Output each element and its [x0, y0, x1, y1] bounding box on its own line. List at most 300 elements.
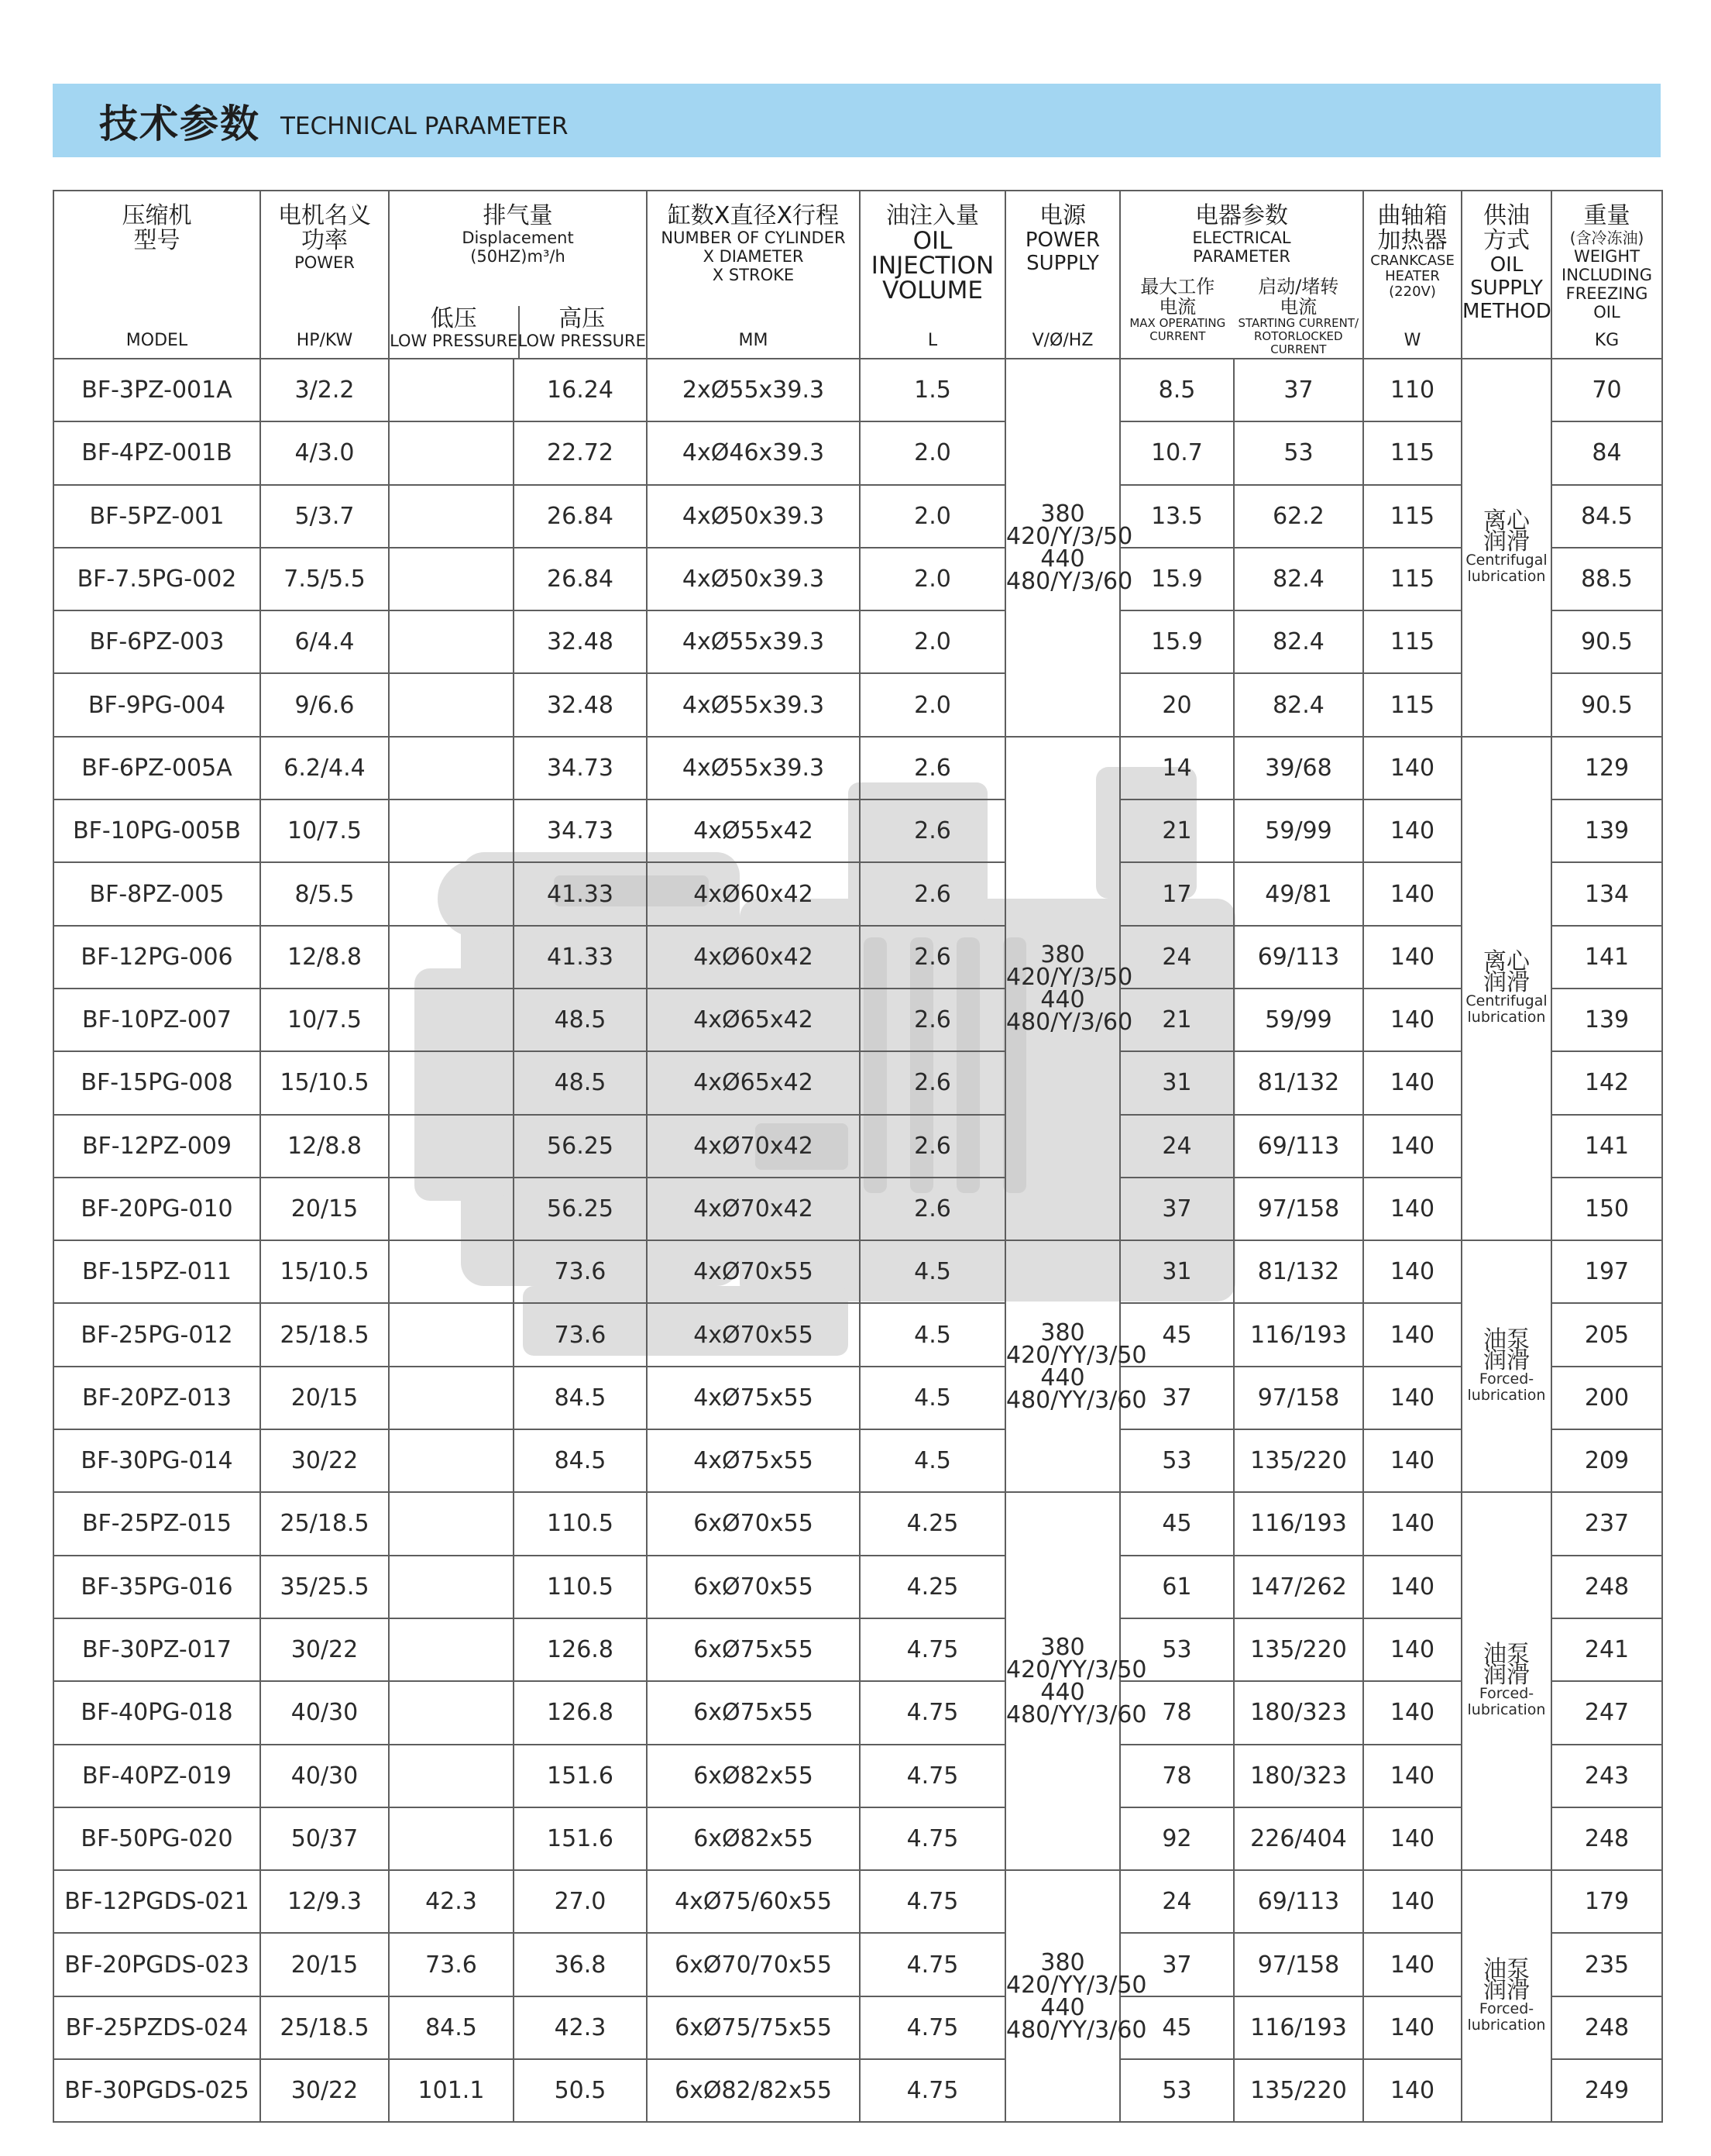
- cell-model: BF-6PZ-005A: [53, 737, 260, 799]
- cell-heater: 140: [1363, 2059, 1462, 2122]
- table-row: [53, 2059, 1662, 2122]
- cell-starting-current: 97/158: [1234, 1933, 1363, 1996]
- cell-low-pressure: [389, 1178, 514, 1240]
- cell-model: BF-9PG-004: [53, 673, 260, 736]
- cell-low-pressure: [389, 1492, 514, 1555]
- cell-heater: 140: [1363, 737, 1462, 799]
- cell-cylinder: 4xØ46x39.3: [647, 421, 860, 484]
- cell-cylinder: 6xØ75x55: [647, 1681, 860, 1744]
- power-supply-line: 480/YY/3/60: [1006, 2016, 1147, 2044]
- cell-high-pressure: 41.33: [514, 862, 647, 925]
- cell-low-pressure: [389, 862, 514, 925]
- cell-cylinder: 4xØ55x39.3: [647, 673, 860, 736]
- cell-heater: 110: [1363, 359, 1462, 421]
- oil-supply-text: 润滑: [1483, 1662, 1530, 1690]
- cell-weight: 134: [1551, 862, 1662, 925]
- table-row: [53, 799, 1662, 862]
- cell-power: 20/15: [260, 1367, 389, 1429]
- cell-cylinder: 6xØ70/70x55: [647, 1933, 860, 1996]
- cell-oil-volume: 2.6: [860, 989, 1005, 1051]
- table-row: [53, 421, 1662, 484]
- cell-starting-current: 49/81: [1234, 862, 1363, 925]
- table-row: [53, 1115, 1662, 1178]
- header-power: 电机名义 功率 POWER HP/KW: [260, 191, 389, 359]
- cell-max-current: 15.9: [1120, 548, 1234, 610]
- table-row: [53, 862, 1662, 925]
- cell-oil-volume: 4.75: [860, 1618, 1005, 1681]
- cell-starting-current: 81/132: [1234, 1051, 1363, 1114]
- cell-high-pressure: 42.3: [514, 1996, 647, 2059]
- cell-power: 15/10.5: [260, 1051, 389, 1114]
- cell-model: BF-30PGDS-025: [53, 2059, 260, 2122]
- oil-supply-text: Centrifugal: [1465, 551, 1548, 569]
- cell-model: BF-25PZ-015: [53, 1492, 260, 1555]
- cell-cylinder: 4xØ70x42: [647, 1178, 860, 1240]
- cell-oil-supply: [1462, 359, 1551, 737]
- header-displacement: 排气量 Displacement (50HZ)m³/h 低压 LOW PRESSURE 高压 LOW PRESSURE: [389, 191, 647, 359]
- cell-starting-current: 62.2: [1234, 485, 1363, 548]
- oil-supply-text: 油泵: [1483, 1641, 1530, 1669]
- table-body: [53, 359, 1662, 2122]
- cell-max-current: 24: [1120, 1115, 1234, 1178]
- cell-starting-current: 116/193: [1234, 1492, 1363, 1555]
- cell-power: 7.5/5.5: [260, 548, 389, 610]
- cell-heater: 140: [1363, 1429, 1462, 1492]
- cell-oil-volume: 4.5: [860, 1303, 1005, 1366]
- table-row: [53, 1681, 1662, 1744]
- cell-oil-volume: 4.75: [860, 1870, 1005, 1933]
- cell-starting-current: 147/262: [1234, 1556, 1363, 1618]
- header-power-supply: 电源 POWER SUPPLY V/Ø/HZ: [1005, 191, 1120, 359]
- cell-weight: 197: [1551, 1240, 1662, 1303]
- power-supply-line: 420/YY/3/50: [1006, 1341, 1147, 1369]
- cell-oil-volume: 4.75: [860, 1745, 1005, 1807]
- cell-cylinder: 6xØ82/82x55: [647, 2059, 860, 2122]
- table-row: [53, 1051, 1662, 1114]
- cell-oil-volume: 2.0: [860, 673, 1005, 736]
- cell-weight: 142: [1551, 1051, 1662, 1114]
- cell-low-pressure: [389, 1556, 514, 1618]
- cell-high-pressure: 26.84: [514, 548, 647, 610]
- cell-power: 10/7.5: [260, 799, 389, 862]
- cell-power: 35/25.5: [260, 1556, 389, 1618]
- power-supply-line: 380: [1040, 940, 1085, 968]
- cell-cylinder: 2xØ55x39.3: [647, 359, 860, 421]
- cell-oil-supply: [1462, 1492, 1551, 1870]
- cell-max-current: 78: [1120, 1745, 1234, 1807]
- cell-heater: 140: [1363, 799, 1462, 862]
- cell-high-pressure: 84.5: [514, 1429, 647, 1492]
- cell-low-pressure: [389, 1745, 514, 1807]
- cell-weight: 237: [1551, 1492, 1662, 1555]
- cell-cylinder: 4xØ60x42: [647, 862, 860, 925]
- cell-weight: 150: [1551, 1178, 1662, 1240]
- header-row: [53, 191, 1662, 359]
- cell-power: 15/10.5: [260, 1240, 389, 1303]
- cell-high-pressure: 16.24: [514, 359, 647, 421]
- cell-oil-volume: 4.75: [860, 1681, 1005, 1744]
- cell-weight: 248: [1551, 1807, 1662, 1870]
- table-row: [53, 1556, 1662, 1618]
- oil-supply-text: lubrication: [1467, 2016, 1546, 2034]
- cell-starting-current: 69/113: [1234, 1115, 1363, 1178]
- cell-power-supply: [1005, 359, 1133, 737]
- power-supply-line: 420/YY/3/50: [1006, 1656, 1147, 1684]
- cell-weight: 241: [1551, 1618, 1662, 1681]
- cell-oil-volume: 4.25: [860, 1556, 1005, 1618]
- oil-supply-text: lubrication: [1467, 1701, 1546, 1719]
- cell-weight: 90.5: [1551, 673, 1662, 736]
- cell-high-pressure: 151.6: [514, 1745, 647, 1807]
- cell-cylinder: 4xØ55x39.3: [647, 610, 860, 673]
- cell-model: BF-20PG-010: [53, 1178, 260, 1240]
- cell-heater: 115: [1363, 673, 1462, 736]
- cell-power: 12/8.8: [260, 1115, 389, 1178]
- cell-max-current: 14: [1120, 737, 1234, 799]
- cell-max-current: 31: [1120, 1240, 1234, 1303]
- cell-power: 9/6.6: [260, 673, 389, 736]
- cell-cylinder: 4xØ60x42: [647, 926, 860, 989]
- cell-max-current: 53: [1120, 2059, 1234, 2122]
- table-row: [53, 485, 1662, 548]
- cell-high-pressure: 34.73: [514, 737, 647, 799]
- cell-cylinder: 4xØ75x55: [647, 1429, 860, 1492]
- cell-low-pressure: [389, 799, 514, 862]
- cell-power: 40/30: [260, 1681, 389, 1744]
- table-row: [53, 359, 1662, 421]
- cell-heater: 140: [1363, 926, 1462, 989]
- cell-cylinder: 4xØ50x39.3: [647, 485, 860, 548]
- cell-low-pressure: [389, 989, 514, 1051]
- cell-max-current: 8.5: [1120, 359, 1234, 421]
- cell-low-pressure: [389, 1051, 514, 1114]
- cell-cylinder: 4xØ70x55: [647, 1303, 860, 1366]
- cell-high-pressure: 73.6: [514, 1303, 647, 1366]
- header-electrical: 电器参数 ELECTRICAL PARAMETER 最大工作 电流 MAX OPERATING CURRENT 启动/堵转 电流 STARTING CURRENT/ ROTORLOCKED CURRENT: [1120, 191, 1363, 359]
- cell-power: 4/3.0: [260, 421, 389, 484]
- oil-supply-text: 油泵: [1483, 1955, 1530, 1983]
- cell-power: 25/18.5: [260, 1492, 389, 1555]
- cell-max-current: 20: [1120, 673, 1234, 736]
- header-cylinder: 缸数X直径X行程 NUMBER OF CYLINDER X DIAMETER X STROKE MM: [647, 191, 860, 359]
- cell-weight: 139: [1551, 989, 1662, 1051]
- table-row: [53, 737, 1662, 799]
- cell-low-pressure: [389, 1115, 514, 1178]
- oil-supply-text: Forced-: [1479, 2000, 1534, 2017]
- power-supply-line: 440: [1040, 1993, 1085, 2021]
- cell-high-pressure: 48.5: [514, 1051, 647, 1114]
- cell-power: 50/37: [260, 1807, 389, 1870]
- cell-model: BF-15PG-008: [53, 1051, 260, 1114]
- cell-max-current: 61: [1120, 1556, 1234, 1618]
- cell-model: BF-12PGDS-021: [53, 1870, 260, 1933]
- cell-max-current: 37: [1120, 1178, 1234, 1240]
- table-row: [53, 1745, 1662, 1807]
- cell-oil-supply: [1462, 1240, 1551, 1492]
- cell-model: BF-12PG-006: [53, 926, 260, 989]
- cell-weight: 248: [1551, 1556, 1662, 1618]
- cell-starting-current: 82.4: [1234, 673, 1363, 736]
- cell-cylinder: 4xØ55x39.3: [647, 737, 860, 799]
- cell-weight: 90.5: [1551, 610, 1662, 673]
- cell-starting-current: 116/193: [1234, 1996, 1363, 2059]
- cell-oil-volume: 4.75: [860, 1933, 1005, 1996]
- power-supply-line: 440: [1040, 1679, 1085, 1707]
- cell-oil-volume: 4.75: [860, 1996, 1005, 2059]
- table-row: [53, 610, 1662, 673]
- power-supply-line: 380: [1040, 500, 1085, 528]
- cell-high-pressure: 126.8: [514, 1618, 647, 1681]
- table-row: [53, 1870, 1662, 1933]
- cell-heater: 140: [1363, 1933, 1462, 1996]
- cell-cylinder: 4xØ75/60x55: [647, 1870, 860, 1933]
- cell-oil-volume: 2.0: [860, 610, 1005, 673]
- power-supply-line: 440: [1040, 1363, 1085, 1391]
- oil-supply-text: 润滑: [1483, 968, 1530, 996]
- cell-max-current: 24: [1120, 1870, 1234, 1933]
- cell-max-current: 21: [1120, 799, 1234, 862]
- cell-model: BF-15PZ-011: [53, 1240, 260, 1303]
- cell-power-supply: [1005, 737, 1133, 1240]
- cell-low-pressure: [389, 610, 514, 673]
- cell-oil-volume: 2.6: [860, 737, 1005, 799]
- cell-low-pressure: [389, 421, 514, 484]
- cell-weight: 200: [1551, 1367, 1662, 1429]
- cell-cylinder: 4xØ50x39.3: [647, 548, 860, 610]
- cell-oil-volume: 2.6: [860, 799, 1005, 862]
- cell-low-pressure: [389, 1429, 514, 1492]
- cell-weight: 248: [1551, 1996, 1662, 2059]
- cell-max-current: 17: [1120, 862, 1234, 925]
- cell-high-pressure: 73.6: [514, 1240, 647, 1303]
- cell-power: 30/22: [260, 1618, 389, 1681]
- cell-weight: 141: [1551, 1115, 1662, 1178]
- cell-cylinder: 4xØ70x42: [647, 1115, 860, 1178]
- table-row: [53, 1303, 1662, 1366]
- cell-weight: 129: [1551, 737, 1662, 799]
- cell-power: 8/5.5: [260, 862, 389, 925]
- cell-heater: 140: [1363, 1115, 1462, 1178]
- cell-cylinder: 6xØ75/75x55: [647, 1996, 860, 2059]
- cell-starting-current: 82.4: [1234, 610, 1363, 673]
- cell-model: BF-7.5PG-002: [53, 548, 260, 610]
- power-supply-line: 480/YY/3/60: [1006, 1386, 1147, 1414]
- technical-parameter-table: [53, 190, 1663, 2123]
- header-oil-volume: 油注入量 OIL INJECTION VOLUME L: [860, 191, 1005, 359]
- cell-max-current: 31: [1120, 1051, 1234, 1114]
- cell-heater: 140: [1363, 1492, 1462, 1555]
- cell-oil-volume: 4.75: [860, 1807, 1005, 1870]
- cell-low-pressure: [389, 359, 514, 421]
- cell-low-pressure: [389, 1240, 514, 1303]
- cell-oil-volume: 4.5: [860, 1367, 1005, 1429]
- cell-weight: 209: [1551, 1429, 1662, 1492]
- cell-weight: 249: [1551, 2059, 1662, 2122]
- oil-supply-text: 润滑: [1483, 528, 1530, 555]
- table-row: [53, 1492, 1662, 1555]
- cell-starting-current: 37: [1234, 359, 1363, 421]
- cell-low-pressure: [389, 673, 514, 736]
- cell-model: BF-25PZDS-024: [53, 1996, 260, 2059]
- cell-model: BF-10PZ-007: [53, 989, 260, 1051]
- cell-power: 6.2/4.4: [260, 737, 389, 799]
- table-row: [53, 1429, 1662, 1492]
- cell-power: 30/22: [260, 1429, 389, 1492]
- cell-power: 20/15: [260, 1178, 389, 1240]
- header-max-current: 最大工作 电流 MAX OPERATING CURRENT: [1129, 276, 1226, 343]
- cell-oil-volume: 2.0: [860, 485, 1005, 548]
- cell-weight: 205: [1551, 1303, 1662, 1366]
- cell-heater: 115: [1363, 421, 1462, 484]
- cell-max-current: 53: [1120, 1429, 1234, 1492]
- cell-heater: 140: [1363, 862, 1462, 925]
- cell-model: BF-4PZ-001B: [53, 421, 260, 484]
- oil-supply-text: 润滑: [1483, 1976, 1530, 2004]
- cell-weight: 139: [1551, 799, 1662, 862]
- cell-heater: 140: [1363, 989, 1462, 1051]
- cell-max-current: 37: [1120, 1933, 1234, 1996]
- cell-max-current: 45: [1120, 1303, 1234, 1366]
- cell-power: 25/18.5: [260, 1303, 389, 1366]
- cell-heater: 140: [1363, 1996, 1462, 2059]
- cell-model: BF-20PGDS-023: [53, 1933, 260, 1996]
- cell-model: BF-30PG-014: [53, 1429, 260, 1492]
- table-row: [53, 1996, 1662, 2059]
- cell-heater: 140: [1363, 1178, 1462, 1240]
- cell-oil-volume: 1.5: [860, 359, 1005, 421]
- cell-low-pressure: 42.3: [389, 1870, 514, 1933]
- cell-max-current: 78: [1120, 1681, 1234, 1744]
- cell-starting-current: 97/158: [1234, 1178, 1363, 1240]
- cell-model: BF-20PZ-013: [53, 1367, 260, 1429]
- cell-heater: 115: [1363, 548, 1462, 610]
- cell-heater: 140: [1363, 1556, 1462, 1618]
- cell-model: BF-25PG-012: [53, 1303, 260, 1366]
- cell-weight: 84.5: [1551, 485, 1662, 548]
- header-heater: 曲轴箱 加热器 CRANKCASE HEATER (220V) W: [1363, 191, 1462, 359]
- cell-max-current: 21: [1120, 989, 1234, 1051]
- cell-low-pressure: [389, 926, 514, 989]
- cell-starting-current: 82.4: [1234, 548, 1363, 610]
- cell-oil-volume: 4.25: [860, 1492, 1005, 1555]
- cell-cylinder: 6xØ75x55: [647, 1618, 860, 1681]
- cell-model: BF-8PZ-005: [53, 862, 260, 925]
- cell-weight: 179: [1551, 1870, 1662, 1933]
- cell-low-pressure: [389, 1618, 514, 1681]
- cell-starting-current: 135/220: [1234, 1618, 1363, 1681]
- cell-starting-current: 97/158: [1234, 1367, 1363, 1429]
- cell-cylinder: 4xØ55x42: [647, 799, 860, 862]
- cell-oil-supply: [1462, 737, 1551, 1240]
- power-supply-line: 480/YY/3/60: [1006, 1701, 1147, 1729]
- cell-high-pressure: 84.5: [514, 1367, 647, 1429]
- header-model: 压缩机 型号 MODEL: [53, 191, 260, 359]
- cell-high-pressure: 32.48: [514, 673, 647, 736]
- table-row: [53, 926, 1662, 989]
- cell-model: BF-40PG-018: [53, 1681, 260, 1744]
- cell-heater: 140: [1363, 1303, 1462, 1366]
- cell-power-supply: [1005, 1492, 1147, 1870]
- cell-max-current: 92: [1120, 1807, 1234, 1870]
- power-supply-line: 420/Y/3/50: [1006, 963, 1133, 991]
- cell-weight: 243: [1551, 1745, 1662, 1807]
- table-row: [53, 1933, 1662, 1996]
- cell-model: BF-10PG-005B: [53, 799, 260, 862]
- cell-power: 20/15: [260, 1933, 389, 1996]
- header-starting-current: 启动/堵转 电流 STARTING CURRENT/ ROTORLOCKED CURRENT: [1238, 276, 1359, 356]
- cell-oil-volume: 2.0: [860, 421, 1005, 484]
- cell-power: 25/18.5: [260, 1996, 389, 2059]
- cell-weight: 247: [1551, 1681, 1662, 1744]
- cell-weight: 235: [1551, 1933, 1662, 1996]
- cell-low-pressure: [389, 1367, 514, 1429]
- banner-title-en: TECHNICAL PARAMETER: [280, 112, 569, 140]
- cell-max-current: 45: [1120, 1996, 1234, 2059]
- header-high-pressure: 高压 LOW PRESSURE: [517, 305, 646, 350]
- cell-heater: 115: [1363, 610, 1462, 673]
- cell-low-pressure: [389, 485, 514, 548]
- cell-oil-volume: 2.6: [860, 1051, 1005, 1114]
- cell-max-current: 24: [1120, 926, 1234, 989]
- table-row: [53, 1618, 1662, 1681]
- cell-low-pressure: [389, 737, 514, 799]
- cell-heater: 140: [1363, 1870, 1462, 1933]
- cell-heater: 140: [1363, 1367, 1462, 1429]
- power-supply-line: 380: [1040, 1634, 1085, 1662]
- cell-max-current: 10.7: [1120, 421, 1234, 484]
- cell-heater: 140: [1363, 1240, 1462, 1303]
- cell-starting-current: 226/404: [1234, 1807, 1363, 1870]
- oil-supply-text: lubrication: [1467, 1008, 1546, 1026]
- table-row: [53, 673, 1662, 736]
- cell-high-pressure: 110.5: [514, 1556, 647, 1618]
- cell-low-pressure: [389, 1681, 514, 1744]
- cell-oil-volume: 2.6: [860, 1115, 1005, 1178]
- power-supply-line: 380: [1040, 1948, 1085, 1976]
- cell-weight: 70: [1551, 359, 1662, 421]
- cell-low-pressure: [389, 548, 514, 610]
- oil-supply-text: 离心: [1483, 507, 1530, 535]
- cell-oil-supply: [1462, 1870, 1551, 2122]
- cell-starting-current: 116/193: [1234, 1303, 1363, 1366]
- cell-starting-current: 69/113: [1234, 926, 1363, 989]
- cell-high-pressure: 126.8: [514, 1681, 647, 1744]
- cell-starting-current: 53: [1234, 421, 1363, 484]
- cell-starting-current: 69/113: [1234, 1870, 1363, 1933]
- power-supply-line: 420/YY/3/50: [1006, 1971, 1147, 1999]
- cell-cylinder: 6xØ82x55: [647, 1807, 860, 1870]
- cell-high-pressure: 41.33: [514, 926, 647, 989]
- power-supply-line: 480/Y/3/60: [1006, 1008, 1133, 1036]
- cell-model: BF-30PZ-017: [53, 1618, 260, 1681]
- cell-starting-current: 180/323: [1234, 1745, 1363, 1807]
- cell-heater: 140: [1363, 1807, 1462, 1870]
- cell-cylinder: 4xØ65x42: [647, 989, 860, 1051]
- power-supply-line: 420/Y/3/50: [1006, 522, 1133, 550]
- cell-low-pressure: 73.6: [389, 1933, 514, 1996]
- oil-supply-text: Forced-: [1479, 1685, 1534, 1703]
- cell-cylinder: 6xØ70x55: [647, 1556, 860, 1618]
- cell-oil-volume: 2.0: [860, 548, 1005, 610]
- cell-max-current: 45: [1120, 1492, 1234, 1555]
- cell-low-pressure: 84.5: [389, 1996, 514, 2059]
- table-row: [53, 1807, 1662, 1870]
- power-supply-line: 440: [1040, 545, 1085, 573]
- cell-max-current: 15.9: [1120, 610, 1234, 673]
- section-banner: [53, 84, 1661, 157]
- cell-model: BF-3PZ-001A: [53, 359, 260, 421]
- cell-heater: 115: [1363, 485, 1462, 548]
